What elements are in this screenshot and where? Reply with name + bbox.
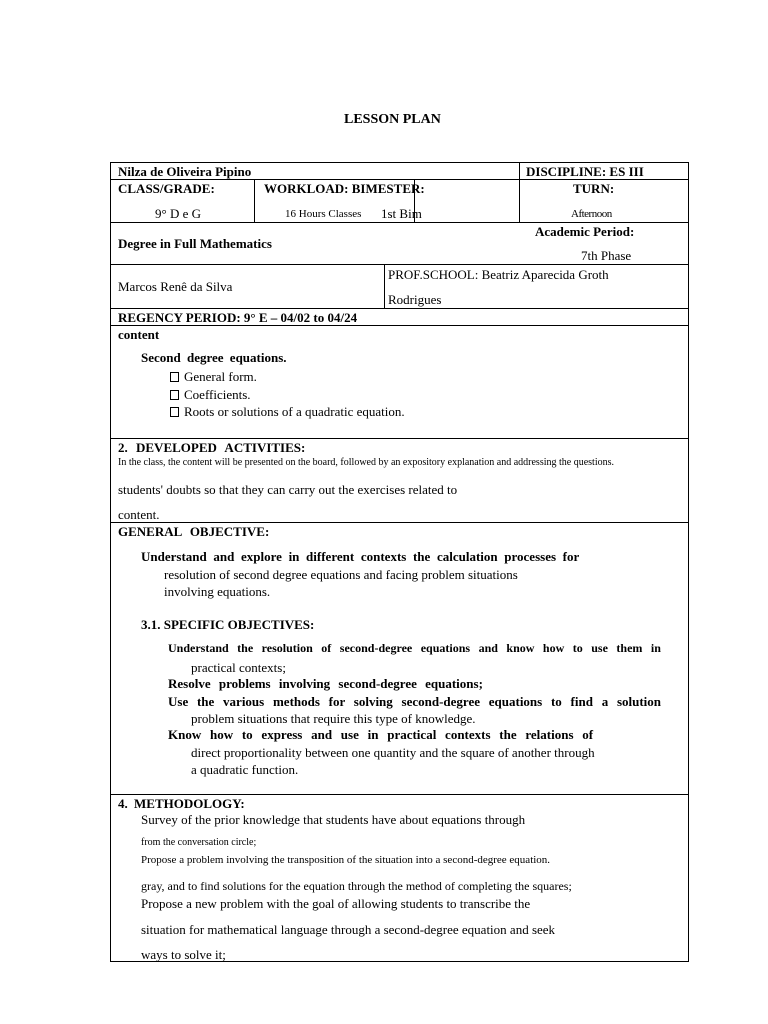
row-divider [110, 522, 689, 523]
page-title: LESSON PLAN [344, 112, 441, 127]
row-divider [110, 438, 689, 439]
row-divider [110, 222, 689, 223]
specific-objective-line: practical contexts; [191, 660, 286, 675]
content-item [170, 387, 251, 403]
column-divider [254, 179, 255, 222]
prof-school-line2: Rodrigues [388, 292, 442, 307]
row-divider [110, 308, 689, 309]
bimester-value: 1st Bim [381, 206, 422, 221]
general-objective-line [141, 549, 672, 565]
prof-school-line1: PROF.SCHOOL: Beatriz Aparecida Groth [388, 267, 609, 282]
bullet-box-icon [170, 372, 179, 382]
bullet-box-icon [170, 407, 179, 417]
methodology-line: ways to solve it; [141, 947, 226, 962]
workload-value: 16 Hours Classes [285, 208, 362, 220]
methodology-line: gray, and to find solutions for the equation through the method of completing the squares; [141, 879, 572, 893]
activities-heading: 2. DEVELOPED ACTIVITIES: [118, 440, 306, 455]
class-grade-value: 9° D e G [155, 206, 201, 221]
teacher-name: Nilza de Oliveira Pipino [118, 164, 252, 179]
table-top-border [110, 162, 689, 163]
row-divider [110, 264, 689, 265]
workload-label: WORKLOAD: BIMESTER: [264, 181, 425, 196]
content-item-text: General form. [184, 369, 257, 384]
table-right-border [688, 162, 689, 962]
discipline: DISCIPLINE: ES III [526, 164, 644, 179]
methodology-line: Propose a problem involving the transposition of the situation into a second-degree equation. [141, 854, 551, 866]
class-grade-label: CLASS/GRADE: [118, 181, 215, 196]
content-item [170, 369, 257, 385]
column-divider [384, 264, 385, 308]
activities-line: content. [118, 507, 160, 522]
general-objective-heading: GENERAL OBJECTIVE: [118, 524, 270, 539]
specific-objective-line: problem situations that require this type of knowledge. [191, 711, 476, 726]
methodology-line: Survey of the prior knowledge that students have about equations through [141, 812, 526, 827]
activities-line: In the class, the content will be presented on the board, followed by an expository explanation and addressing the questions. [118, 457, 614, 468]
column-divider [519, 162, 520, 222]
turn-value: Afternoon [571, 208, 612, 220]
specific-objective-line: a quadratic function. [191, 762, 299, 777]
specific-objective-line: Use the various methods for solving second-degree equations to find a solution [168, 694, 662, 709]
activities-line: students' doubts so that they can carry out the exercises related to [118, 482, 458, 497]
methodology-line: from the conversation circle; [141, 837, 257, 848]
specific-objective-line: Resolve problems involving second-degree equations; [168, 676, 483, 691]
specific-objectives-heading: 3.1. SPECIFIC OBJECTIVES: [141, 617, 315, 632]
general-objective-line: involving equations. [164, 584, 271, 599]
general-objective-text: Understand and explore in different contexts the calculation processes for [141, 549, 580, 564]
general-objective-line: resolution of second degree equations and facing problem situations [164, 567, 518, 582]
content-heading: content [118, 327, 160, 342]
academic-period-label: Academic Period: [535, 224, 635, 239]
content-item-text: Roots or solutions of a quadratic equation. [184, 404, 405, 419]
student-name: Marcos Renê da Silva [118, 279, 233, 294]
regency-period: REGENCY PERIOD: 9° E – 04/02 to 04/24 [118, 310, 358, 325]
table-left-border [110, 162, 111, 962]
specific-objective-line: direct proportionality between one quantity and the square of another through [191, 745, 595, 760]
content-item-text: Coefficients. [184, 387, 251, 402]
methodology-line: Propose a new problem with the goal of allowing students to transcribe the [141, 896, 531, 911]
specific-objective-line: Know how to express and use in practical contexts the relations of [168, 727, 594, 742]
bullet-box-icon [170, 390, 179, 400]
degree: Degree in Full Mathematics [118, 236, 272, 251]
methodology-heading: 4. METHODOLOGY: [118, 796, 245, 811]
content-item [170, 404, 405, 420]
turn-label: TURN: [573, 181, 615, 196]
content-topic: Second degree equations. [141, 350, 287, 365]
academic-period-value: 7th Phase [581, 248, 632, 263]
row-divider [110, 794, 689, 795]
methodology-line: situation for mathematical language through a second-degree equation and seek [141, 922, 556, 937]
specific-objective-line: Understand the resolution of second-degree equations and know how to use them in [168, 641, 661, 655]
